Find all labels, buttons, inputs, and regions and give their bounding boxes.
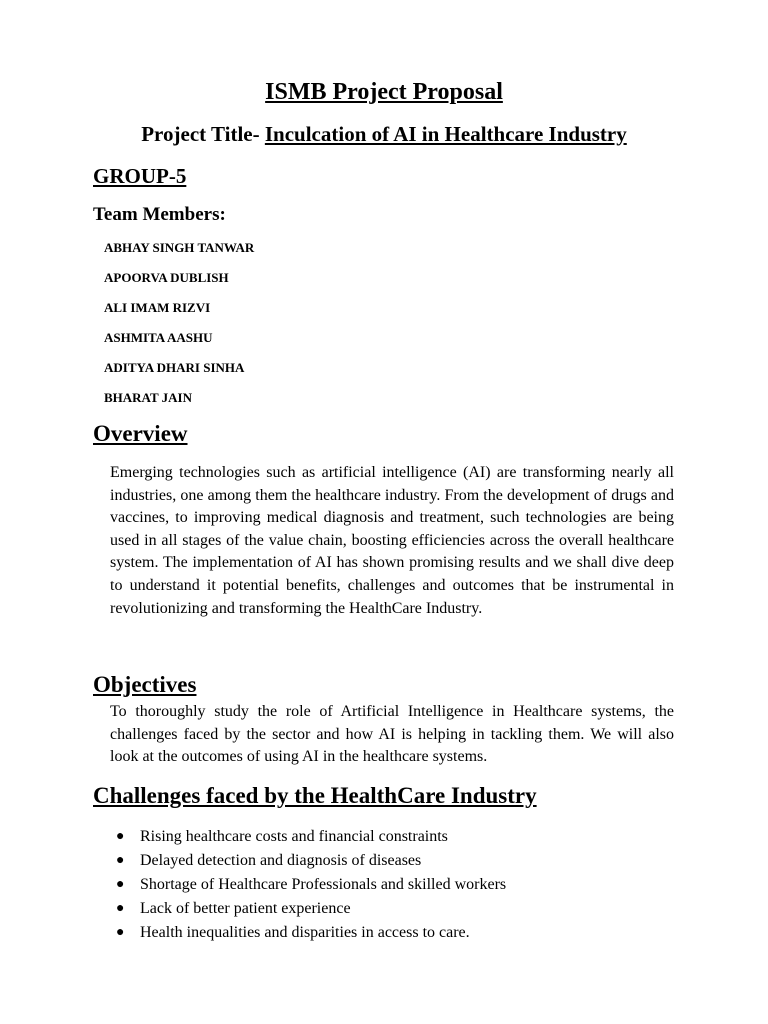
bullet-icon: ● (116, 901, 125, 916)
team-member: ALI IMAM RIZVI (104, 300, 211, 315)
overview-paragraph: Emerging technologies such as artificial intelligence (AI) are transforming nearly all industries, one among them the healthcare industry. From the development of drugs and vaccines, to improving medical diagnosis and treatment, such technologies are being used in all stages of the value chain, boosting efficiencies across the overall healthcare system. The implementation of AI has shown promising results and we shall dive deep to understand it potential benefits, challenges and outcomes that be instrumental in revolutionizing and transforming the HealthCare Industry. (110, 464, 674, 617)
list-item (116, 873, 506, 897)
document-title: ISMB Project Proposal (265, 79, 503, 105)
list-item (116, 897, 506, 921)
list-item (116, 825, 506, 849)
bullet-icon: ● (116, 925, 125, 940)
team-members-heading: Team Members: (93, 204, 226, 225)
team-member: ABHAY SINGH TANWAR (104, 240, 255, 255)
list-item (116, 849, 506, 873)
bullet-icon: ● (116, 853, 125, 868)
bullet-icon: ● (116, 877, 125, 892)
list-item (116, 921, 506, 945)
team-member: APOORVA DUBLISH (104, 270, 229, 285)
challenge-text: Shortage of Healthcare Professionals and skilled workers (140, 876, 507, 893)
bullet-icon: ● (116, 829, 125, 844)
challenges-list (116, 825, 506, 945)
project-title-prefix: Project Title- (141, 122, 265, 146)
team-members-list (104, 236, 254, 416)
objectives-heading: Objectives (93, 672, 197, 697)
project-title: Inculcation of AI in Healthcare Industry (264, 122, 627, 146)
challenge-text: Delayed detection and diagnosis of diseases (140, 852, 422, 869)
objectives-paragraph: To thoroughly study the role of Artificial Intelligence in Healthcare systems, the challenges faced by the sector and how AI is helping in tackling them. We will also look at the outcomes of using AI in the healthcare systems. (110, 703, 674, 766)
overview-heading: Overview (93, 421, 188, 446)
challenge-text: Rising healthcare costs and financial constraints (140, 828, 448, 845)
team-member: BHARAT JAIN (104, 390, 193, 405)
team-member: ASHMITA AASHU (104, 330, 213, 345)
challenges-heading: Challenges faced by the HealthCare Industry (93, 783, 537, 808)
project-title-line (0, 119, 768, 149)
group-label: GROUP-5 (93, 164, 187, 188)
challenge-text: Lack of better patient experience (140, 900, 351, 917)
challenge-text: Health inequalities and disparities in access to care. (140, 924, 470, 941)
team-member: ADITYA DHARI SINHA (104, 360, 245, 375)
